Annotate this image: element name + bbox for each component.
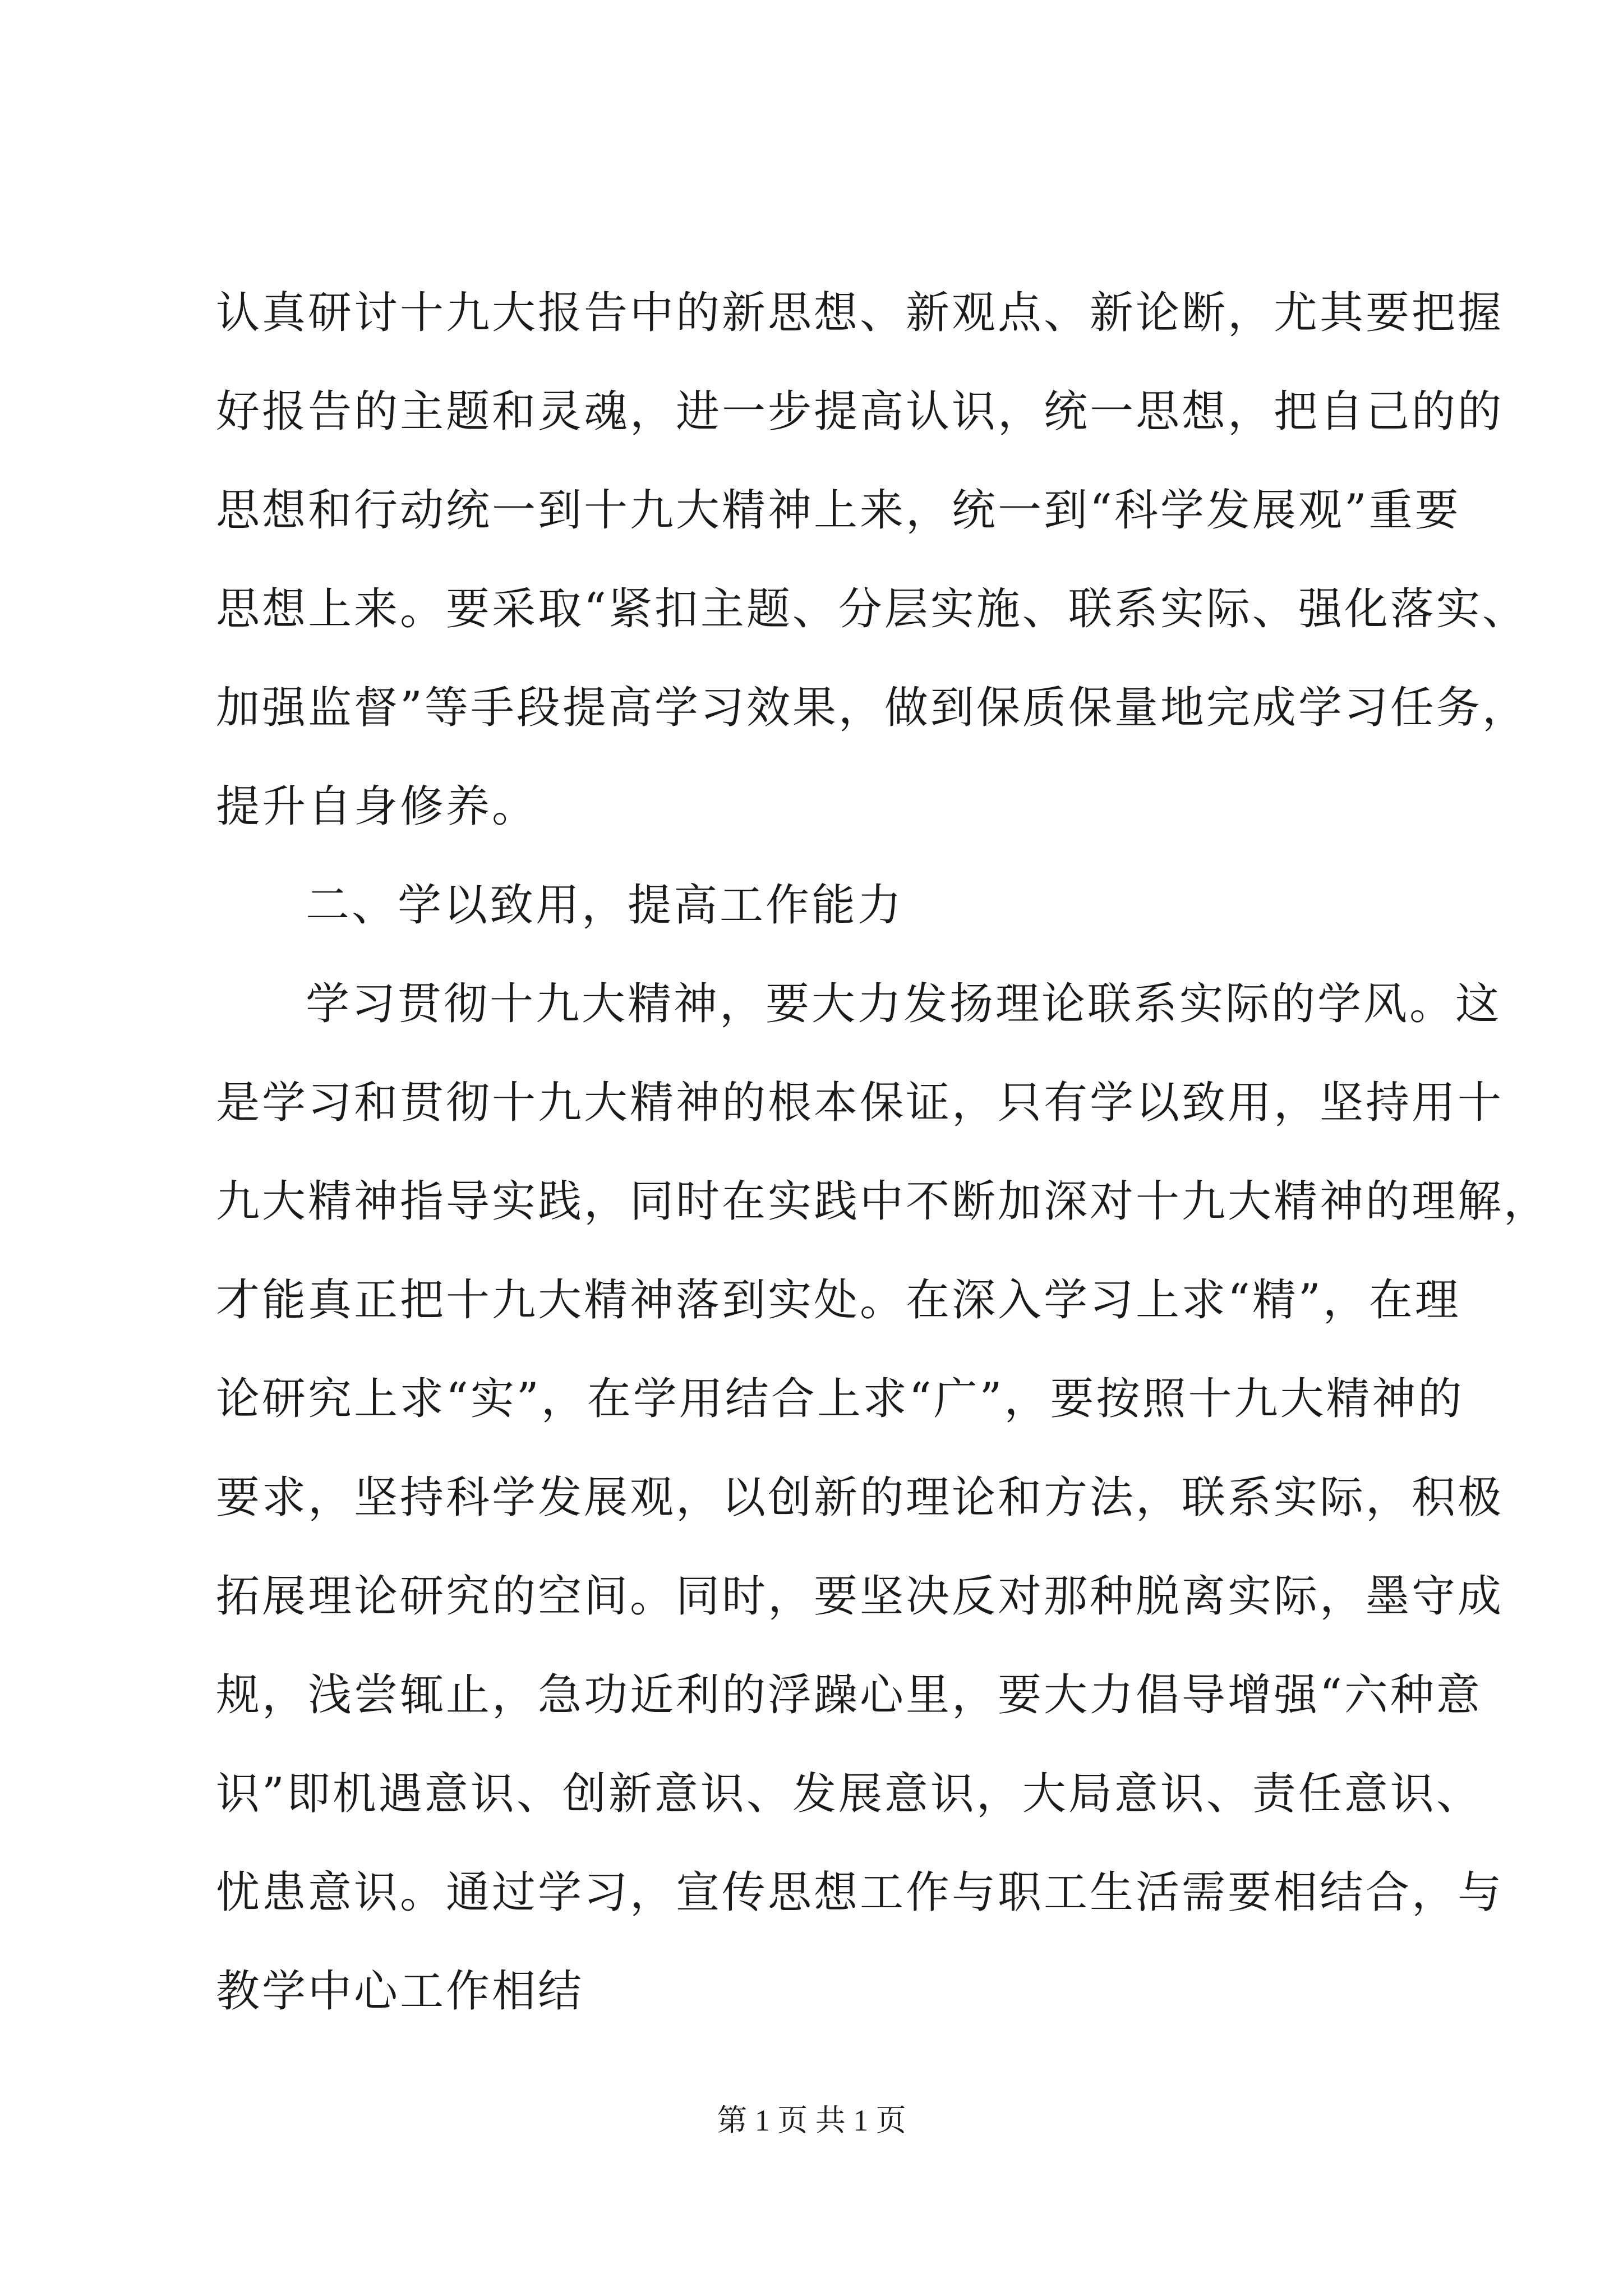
text-line: 学习贯彻十九大精神，要大力发扬理论联系实际的学风。这 (306, 979, 1502, 1029)
text-line: 思想和行动统一到十九大精神上来，统一到“科学发展观”重要 (216, 485, 1461, 536)
page-number-label: 第 1 页 共 1 页 (717, 2104, 906, 2137)
text-line: 认真研讨十九大报告中的新思想、新观点、新论断，尤其要把握 (216, 288, 1504, 338)
text-line: 规，浅尝辄止，急功近利的浮躁心里，要大力倡导增强“六种意 (216, 1670, 1482, 1720)
text-line: 是学习和贯彻十九大精神的根本保证，只有学以致用，坚持用十 (216, 1078, 1504, 1128)
text-line: 论研究上求“实”，在学用结合上求“广”，要按照十九大精神的 (216, 1374, 1464, 1424)
text-line: 要求，坚持科学发展观，以创新的理论和方法，联系实际，积极 (216, 1473, 1504, 1523)
text-line: 思想上来。要采取“紧扣主题、分层实施、联系实际、强化落实、 (216, 584, 1528, 634)
text-line: 识”即机遇意识、创新意识、发展意识，大局意识、责任意识、 (216, 1769, 1482, 1819)
text-line: 提升自身修养。 (216, 781, 538, 832)
page-footer (0, 2101, 1623, 2140)
text-line: 拓展理论研究的空间。同时，要坚决反对那种脱离实际，墨守成 (216, 1571, 1504, 1622)
text-line: 好报告的主题和灵魂，进一步提高认识，统一思想，把自己的的 (216, 386, 1504, 437)
text-line: 忧患意识。通过学习，宣传思想工作与职工生活需要相结合，与 (216, 1867, 1504, 1918)
text-line: 九大精神指导实践，同时在实践中不断加深对十九大精神的理解， (216, 1176, 1550, 1227)
text-line: 才能真正把十九大精神落到实处。在深入学习上求“精”，在理 (216, 1275, 1461, 1326)
text-line: 加强监督”等手段提高学习效果，做到保质保量地完成学习任务， (216, 683, 1528, 733)
section-heading: 二、学以致用，提高工作能力 (306, 880, 904, 931)
text-line: 教学中心工作相结 (216, 1966, 584, 2017)
document-body (216, 264, 1550, 2041)
